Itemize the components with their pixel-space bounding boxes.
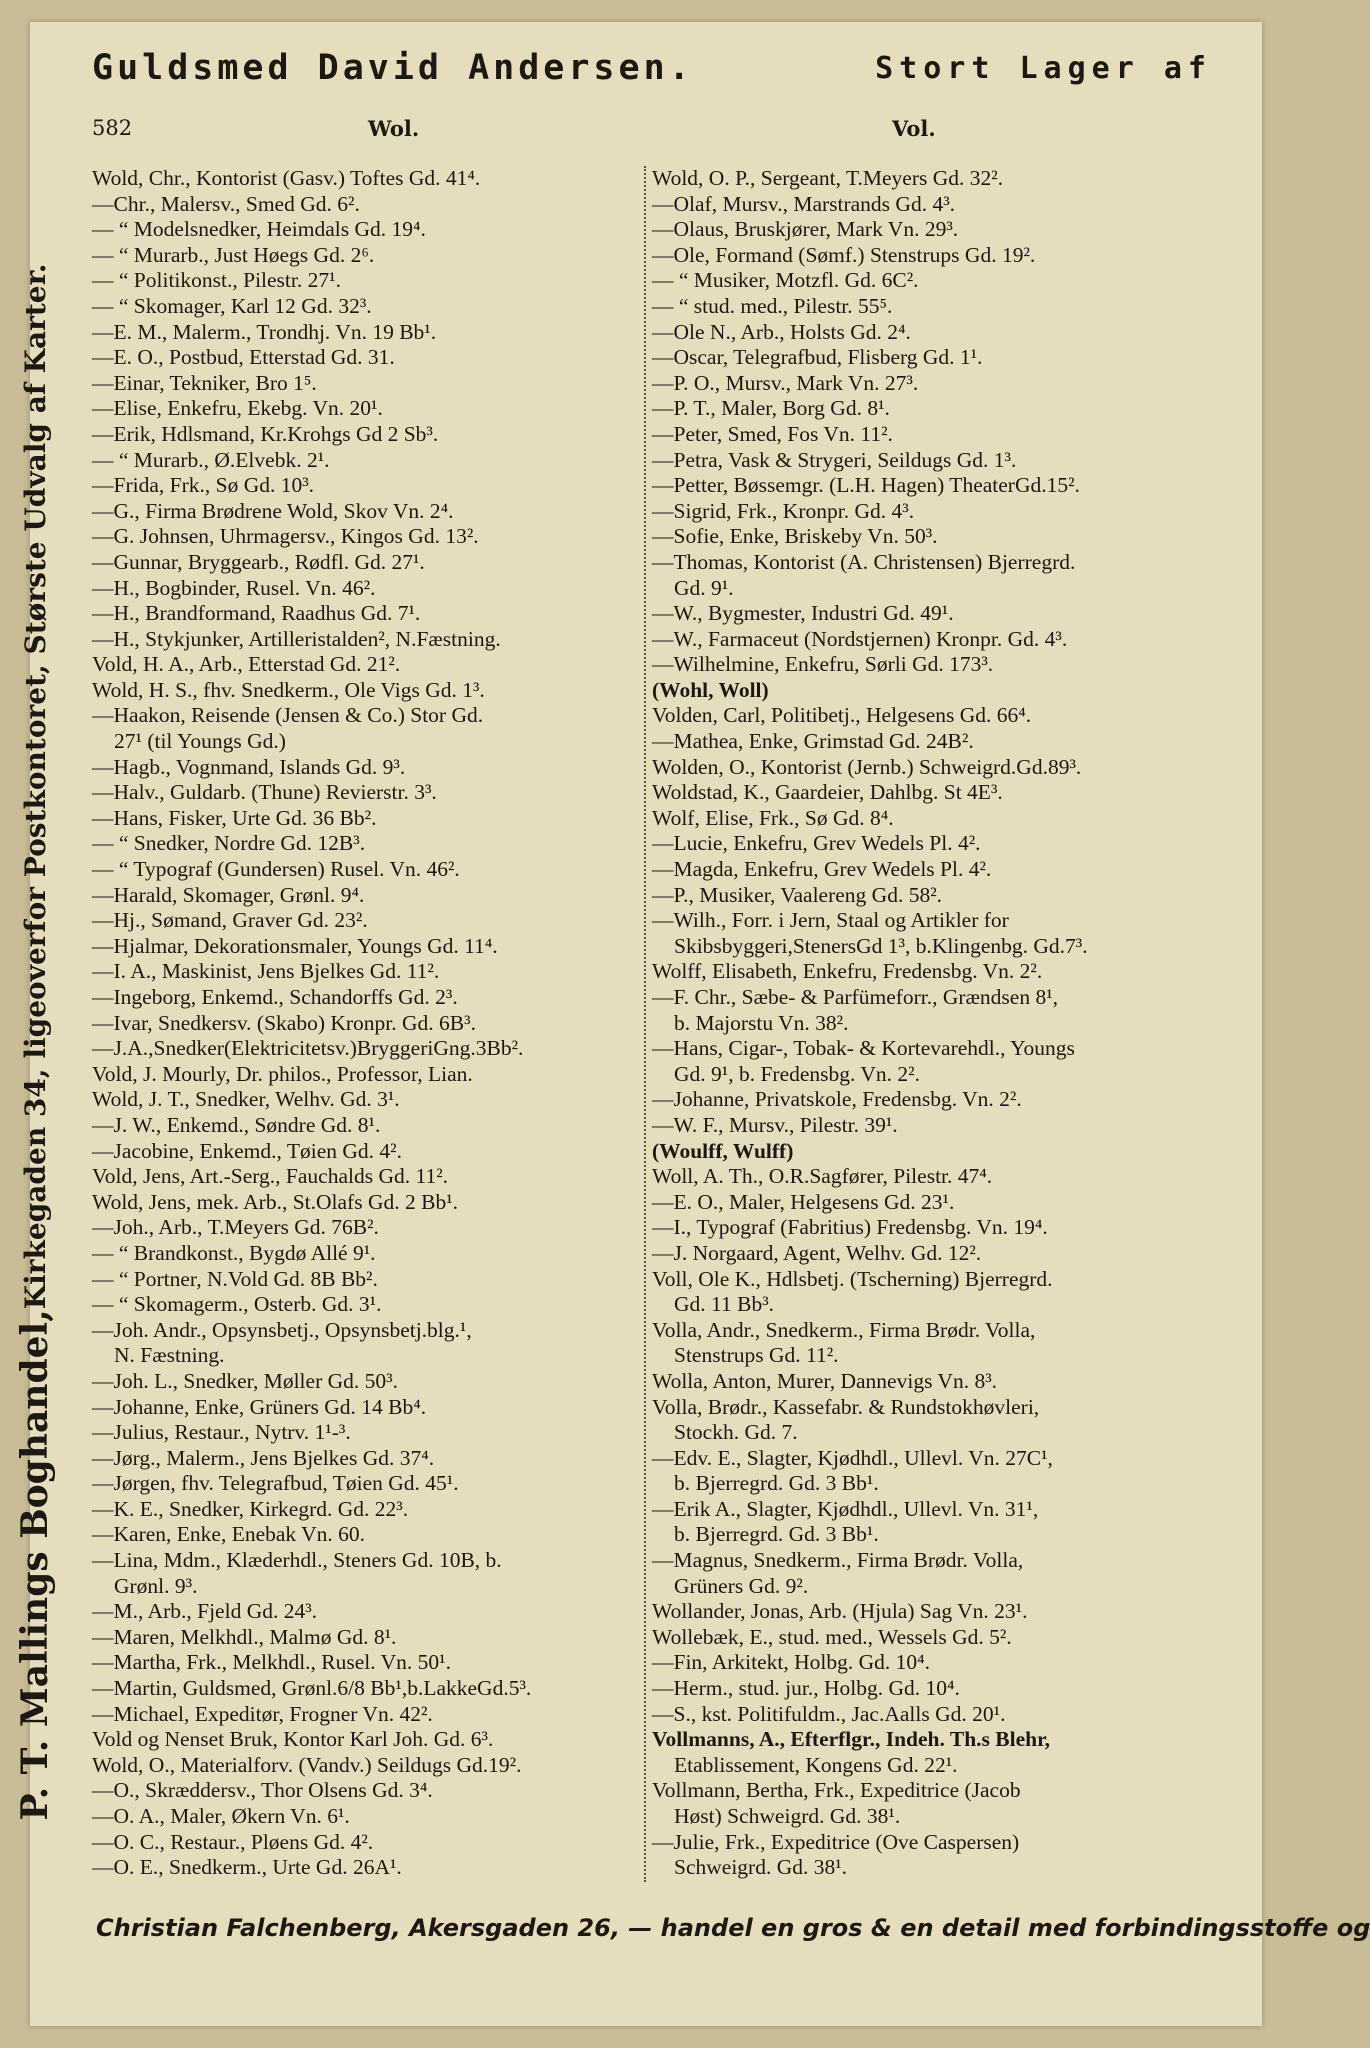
header-slogan: Stort Lager af (875, 50, 1212, 86)
directory-entry: —I. A., Maskinist, Jens Bjelkes Gd. 11². (92, 959, 440, 984)
directory-entry: —P. T., Maler, Borg Gd. 8¹. (652, 396, 890, 421)
keyword-left: Wol. (368, 116, 420, 141)
directory-entry: —Erik, Hdlsmand, Kr.Krohgs Gd 2 Sb³. (92, 421, 439, 446)
directory-entry: — “ Murarb., Just Høegs Gd. 2⁶. (92, 242, 375, 267)
directory-entry: —G., Firma Brødrene Wold, Skov Vn. 2⁴. (92, 498, 454, 523)
directory-entry: —Ole N., Arb., Holsts Gd. 2⁴. (652, 319, 911, 344)
directory-entry: —Olaf, Mursv., Marstrands Gd. 4³. (652, 191, 956, 216)
directory-entry: —Elise, Enkefru, Ekebg. Vn. 20¹. (92, 396, 383, 421)
entry-continuation: Stenstrups Gd. 11². (674, 1343, 839, 1368)
directory-entry: —E. O., Postbud, Etterstad Gd. 31. (92, 345, 395, 370)
entry-continuation: Gd. 11 Bb³. (674, 1292, 775, 1317)
directory-entry: —H., Bogbinder, Rusel. Vn. 46². (92, 575, 376, 600)
keyword-right: Vol. (892, 116, 936, 141)
directory-entry: —Thomas, Kontorist (A. Christensen) Bjerregrd. (652, 549, 1076, 574)
directory-entry: —Lina, Mdm., Klæderhdl., Steners Gd. 10B, b. (92, 1548, 502, 1573)
column-divider (644, 166, 647, 1882)
entry-continuation: Etablissement, Kongens Gd. 22¹. (674, 1752, 958, 1777)
directory-entry: Wold, H. S., fhv. Snedkerm., Ole Vigs Gd. 1³. (92, 677, 485, 702)
directory-entry: —Wilh., Forr. i Jern, Staal og Artikler for (652, 908, 1009, 933)
directory-entry: —H., Brandformand, Raadhus Gd. 7¹. (92, 601, 421, 626)
directory-entry: —Sigrid, Frk., Kronpr. Gd. 4³. (652, 498, 915, 523)
directory-entry: — “ Typograf (Gundersen) Rusel. Vn. 46². (92, 857, 460, 882)
entry-continuation: 27¹ (til Youngs Gd.) (114, 729, 286, 754)
directory-entry: —Hans, Cigar-, Tobak- & Kortevarehdl., Youngs (652, 1036, 1075, 1061)
directory-entry: —Petra, Vask & Strygeri, Seildugs Gd. 1³. (652, 447, 1017, 472)
header-advertiser: Guldsmed David Andersen. (92, 48, 694, 88)
page-number: 582 (92, 116, 133, 140)
directory-entry: —Jacobine, Enkemd., Tøien Gd. 4². (92, 1138, 402, 1163)
directory-entry: —P. O., Mursv., Mark Vn. 27³. (652, 370, 919, 395)
directory-entry: —Gunnar, Bryggearb., Rødfl. Gd. 27¹. (92, 549, 425, 574)
directory-entry: — “ Murarb., Ø.Elvebk. 2¹. (92, 447, 330, 472)
directory-entry: —E. M., Malerm., Trondhj. Vn. 19 Bb¹. (92, 319, 437, 344)
directory-entry: — “ stud. med., Pilestr. 55⁵. (652, 293, 893, 318)
directory-entry: Wolff, Elisabeth, Enkefru, Fredensbg. Vn. 2². (652, 959, 1043, 984)
side-ad-main: P. T. Mallings Boghandel, (14, 1309, 56, 1821)
directory-entry: —Edv. E., Slagter, Kjødhdl., Ullevl. Vn. 27C¹, (652, 1445, 1053, 1470)
directory-entry: —Halv., Guldarb. (Thune) Revierstr. 3³. (92, 780, 437, 805)
directory-entry: Wolf, Elise, Frk., Sø Gd. 8⁴. (652, 805, 894, 830)
directory-entry: —Petter, Bøssemgr. (L.H. Hagen) TheaterGd.15². (652, 473, 1080, 498)
directory-entry: —Johanne, Enke, Grüners Gd. 14 Bb⁴. (92, 1394, 427, 1419)
directory-entry: —Ole, Formand (Sømf.) Stenstrups Gd. 19². (652, 242, 1036, 267)
directory-entry: — “ Skomagerm., Osterb. Gd. 3¹. (92, 1292, 382, 1317)
page-info (92, 110, 1212, 148)
directory-entry: — “ Skomager, Karl 12 Gd. 32³. (92, 293, 372, 318)
directory-entry: —Lucie, Enkefru, Grev Wedels Pl. 4². (652, 831, 981, 856)
entry-continuation: b. Bjerregrd. Gd. 3 Bb¹. (674, 1471, 879, 1496)
directory-entry: —Hjalmar, Dekorationsmaler, Youngs Gd. 11⁴. (92, 933, 498, 958)
left-column (92, 166, 640, 1882)
directory-entry: —Einar, Tekniker, Bro 1⁵. (92, 370, 317, 395)
directory-entry: —Ingeborg, Enkemd., Schandorffs Gd. 2³. (92, 985, 458, 1009)
entry-continuation: Gd. 9¹, b. Fredensbg. Vn. 2². (674, 1061, 921, 1086)
directory-entry: —Julie, Frk., Expeditrice (Ove Caspersen) (652, 1829, 1020, 1854)
directory-entry: Vold, H. A., Arb., Etterstad Gd. 21². (92, 652, 401, 677)
directory-entry: Woll, A. Th., O.R.Sagfører, Pilestr. 47⁴. (652, 1164, 993, 1189)
directory-entry: —Julius, Restaur., Nytrv. 1¹-³. (92, 1420, 351, 1445)
directory-entry: —Maren, Melkhdl., Malmø Gd. 8¹. (92, 1624, 397, 1649)
directory-entry: —Fin, Arkitekt, Holbg. Gd. 10⁴. (652, 1650, 931, 1675)
directory-entry: Wolla, Anton, Murer, Dannevigs Vn. 8³. (652, 1368, 998, 1393)
directory-entry: Vold, J. Mourly, Dr. philos., Professor, Lian. (92, 1061, 473, 1086)
directory-entry: —P., Musiker, Vaalereng Gd. 58². (652, 882, 943, 907)
side-ad-rest: Kirkegaden 34, ligeoverfor Postkontoret, Største Udvalg af Karter. (18, 263, 52, 1310)
directory-entry: —Hagb., Vognmand, Islands Gd. 9³. (92, 754, 406, 779)
directory-entry: —Martha, Frk., Melkhdl., Rusel. Vn. 50¹. (92, 1650, 451, 1675)
directory-entry: —O. E., Snedkerm., Urte Gd. 26A¹. (92, 1855, 402, 1880)
directory-entry: — “ Portner, N.Vold Gd. 8B Bb². (92, 1266, 378, 1291)
directory-entry: Vollmanns, A., Efterflgr., Indeh. Th.s Blehr, (652, 1727, 1051, 1752)
directory-entry: Volla, Brødr., Kassefabr. & Rundstokhøvleri, (652, 1394, 1040, 1419)
directory-entry: —W., Farmaceut (Nordstjernen) Kronpr. Gd. 4³. (652, 626, 1068, 651)
directory-entry: — “ Snedker, Nordre Gd. 12B³. (92, 831, 366, 856)
directory-entry: —Harald, Skomager, Grønl. 9⁴. (92, 882, 365, 907)
directory-entry: —Johanne, Privatskole, Fredensbg. Vn. 2². (652, 1087, 1022, 1112)
directory-entry: —Olaus, Bruskjører, Mark Vn. 29³. (652, 217, 959, 242)
directory-entry: —Joh. L., Snedker, Møller Gd. 50³. (92, 1368, 398, 1393)
entry-continuation: Grüners Gd. 9². (674, 1573, 809, 1598)
directory-entry: Wollebæk, E., stud. med., Wessels Gd. 5². (652, 1624, 1012, 1649)
entry-continuation: Grønl. 9³. (114, 1573, 198, 1598)
directory-entry: —Hj., Sømand, Graver Gd. 23². (92, 908, 368, 933)
page-footer: Christian Falchenberg, Akersgaden 26, — handel en gros & en detail med forbindingsstoffe og (96, 1914, 1370, 1942)
entry-continuation: b. Bjerregrd. Gd. 3 Bb¹. (674, 1522, 879, 1547)
directory-entry: —S., kst. Politifuldm., Jac.Aalls Gd. 20¹. (652, 1701, 1006, 1726)
directory-entry: —Jørg., Malerm., Jens Bjelkes Gd. 37⁴. (92, 1445, 435, 1470)
directory-entry: — “ Musiker, Motzfl. Gd. 6C². (652, 268, 919, 293)
directory-entry: —Michael, Expeditør, Frogner Vn. 42². (92, 1701, 433, 1726)
right-column (652, 166, 1212, 1882)
directory-entry: Wolden, O., Kontorist (Jernb.) Schweigrd.Gd.89³. (652, 754, 1082, 779)
directory-entry: Vollmann, Bertha, Frk., Expeditrice (Jacob (652, 1778, 1021, 1803)
directory-entry: —Ivar, Snedkersv. (Skabo) Kronpr. Gd. 6B³. (92, 1010, 476, 1035)
directory-entry: —Martin, Guldsmed, Grønl.6/8 Bb¹,b.LakkeGd.5³. (92, 1676, 532, 1701)
directory-entry: —Herm., stud. jur., Holbg. Gd. 10⁴. (652, 1676, 960, 1701)
directory-entry: —W., Bygmester, Industri Gd. 49¹. (652, 601, 954, 626)
directory-entry: —Wilhelmine, Enkefru, Sørli Gd. 173³. (652, 652, 994, 677)
entry-continuation: Gd. 9¹. (674, 575, 734, 600)
directory-entry: —E. O., Maler, Helgesens Gd. 23¹. (652, 1189, 955, 1214)
directory-entry: —Jørgen, fhv. Telegrafbud, Tøien Gd. 45¹. (92, 1471, 459, 1496)
directory-entry: — “ Politikonst., Pilestr. 27¹. (92, 268, 341, 293)
directory-entry: Wold, O., Materialforv. (Vandv.) Seildugs Gd.19². (92, 1752, 522, 1777)
entry-continuation: N. Fæstning. (114, 1343, 225, 1368)
directory-entry: Wollander, Jonas, Arb. (Hjula) Sag Vn. 23¹. (652, 1599, 1028, 1624)
directory-entry: —J.A.,Snedker(Elektricitetsv.)BryggeriGng.3Bb². (92, 1036, 524, 1061)
directory-entry: —M., Arb., Fjeld Gd. 24³. (92, 1599, 318, 1624)
directory-entry: —I., Typograf (Fabritius) Fredensbg. Vn. 19⁴. (652, 1215, 1048, 1240)
directory-entry: —F. Chr., Sæbe- & Parfümeforr., Grændsen 8¹, (652, 985, 1059, 1009)
directory-entry: Vold, Jens, Art.-Serg., Fauchalds Gd. 11². (92, 1164, 449, 1189)
directory-entry: —Karen, Enke, Enebak Vn. 60. (92, 1522, 366, 1547)
directory-entry: Vold og Nenset Bruk, Kontor Karl Joh. Gd. 6³. (92, 1727, 494, 1752)
entry-continuation: Skibsbyggeri,StenersGd 1³, b.Klingenbg. Gd.7³. (674, 933, 1088, 958)
directory-entry: —Peter, Smed, Fos Vn. 11². (652, 421, 893, 446)
directory-entry: —J. W., Enkemd., Søndre Gd. 8¹. (92, 1112, 381, 1137)
directory-entry: —Joh., Arb., T.Meyers Gd. 76B². (92, 1215, 379, 1240)
directory-entry: —O. C., Restaur., Pløens Gd. 4². (92, 1829, 374, 1854)
directory-entry: Woldstad, K., Gaardeier, Dahlbg. St 4E³. (652, 780, 1003, 805)
directory-entry: Wold, J. T., Snedker, Welhv. Gd. 3¹. (92, 1087, 400, 1112)
directory-entry: —O., Skræddersv., Thor Olsens Gd. 3⁴. (92, 1778, 433, 1803)
directory-entry: —Chr., Malersv., Smed Gd. 6². (92, 191, 360, 216)
directory-entry: —Joh. Andr., Opsynsbetj., Opsynsbetj.blg.¹, (92, 1317, 472, 1342)
entry-continuation: Schweigrd. Gd. 38¹. (674, 1855, 848, 1880)
directory-entry: — “ Brandkonst., Bygdø Allé 9¹. (92, 1240, 376, 1265)
page-header (92, 38, 1212, 98)
entry-continuation: Høst) Schweigrd. Gd. 38¹. (674, 1804, 901, 1828)
directory-entry: — “ Modelsnedker, Heimdals Gd. 19⁴. (92, 217, 426, 242)
directory-entry: Wold, O. P., Sergeant, T.Meyers Gd. 32². (652, 166, 1004, 190)
section-heading: (Woulff, Wulff) (652, 1138, 794, 1163)
directory-entry: —H., Stykjunker, Artilleristalden², N.Fæstning. (92, 626, 501, 651)
directory-entry: —Oscar, Telegrafbud, Flisberg Gd. 1¹. (652, 345, 983, 370)
directory-entry: Wold, Chr., Kontorist (Gasv.) Toftes Gd. 41⁴. (92, 166, 481, 190)
directory-entry: —Hans, Fisker, Urte Gd. 36 Bb². (92, 805, 377, 830)
side-advertisement (4, 263, 66, 1821)
directory-entry: —Magda, Enkefru, Grev Wedels Pl. 4². (652, 857, 992, 882)
directory-entry: —Frida, Frk., Sø Gd. 10³. (92, 473, 315, 498)
directory-entry: Wold, Jens, mek. Arb., St.Olafs Gd. 2 Bb¹. (92, 1189, 459, 1214)
directory-entry: —W. F., Mursv., Pilestr. 39¹. (652, 1112, 898, 1137)
section-heading: (Wohl, Woll) (652, 677, 769, 702)
directory-entry: —G. Johnsen, Uhrmagersv., Kingos Gd. 13². (92, 524, 479, 549)
directory-entry: Voll, Ole K., Hdlsbetj. (Tscherning) Bjerregrd. (652, 1266, 1053, 1291)
directory-entry: —Mathea, Enke, Grimstad Gd. 24B². (652, 729, 974, 754)
directory-entry: Volla, Andr., Snedkerm., Firma Brødr. Volla, (652, 1317, 1036, 1342)
directory-entry: —Sofie, Enke, Briskeby Vn. 50³. (652, 524, 938, 549)
directory-entry: —J. Norgaard, Agent, Welhv. Gd. 12². (652, 1240, 982, 1265)
directory-entry: —Erik A., Slagter, Kjødhdl., Ullevl. Vn. 31¹, (652, 1496, 1039, 1521)
directory-entry: —Haakon, Reisende (Jensen & Co.) Stor Gd. (92, 703, 484, 728)
directory-entry: —O. A., Maler, Økern Vn. 6¹. (92, 1804, 350, 1828)
directory-entry: —Magnus, Snedkerm., Firma Brødr. Volla, (652, 1548, 1024, 1573)
directory-entry: —K. E., Snedker, Kirkegrd. Gd. 22³. (92, 1496, 409, 1521)
entry-continuation: Stockh. Gd. 7. (674, 1420, 798, 1445)
entry-continuation: b. Majorstu Vn. 38². (674, 1010, 849, 1035)
directory-entry: Volden, Carl, Politibetj., Helgesens Gd. 66⁴. (652, 703, 1032, 728)
